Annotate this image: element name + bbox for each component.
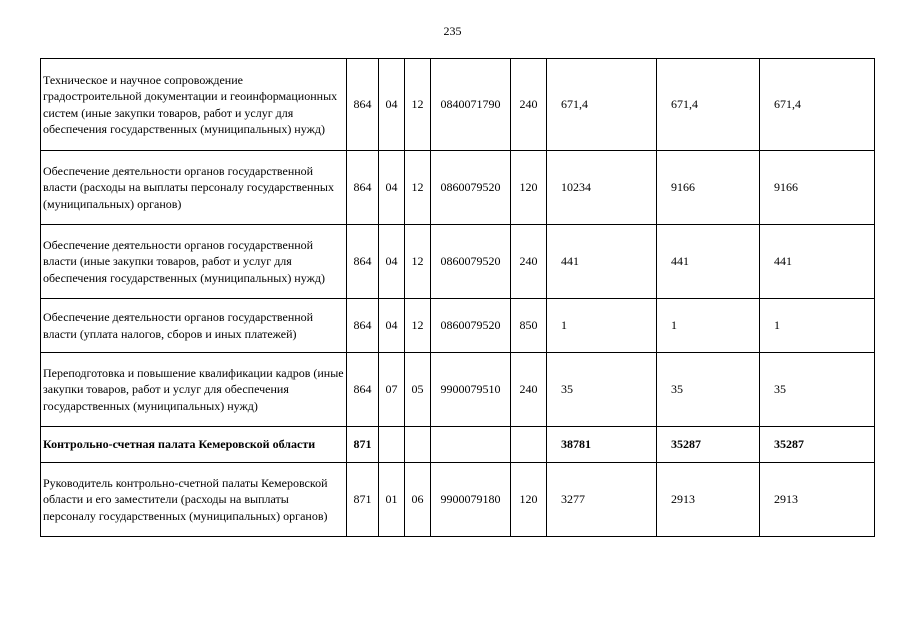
- amount-year-2: 35: [657, 353, 760, 427]
- amount-year-1: 3277: [547, 463, 657, 537]
- dept-code: 864: [347, 225, 379, 299]
- subsection-code: 12: [405, 225, 431, 299]
- amount-year-3: 35287: [760, 427, 875, 463]
- amount-year-3: 441: [760, 225, 875, 299]
- table-row: [41, 59, 875, 151]
- table-row: [41, 463, 875, 537]
- dept-code: 871: [347, 463, 379, 537]
- amount-year-1: 441: [547, 225, 657, 299]
- amount-year-3: 671,4: [760, 59, 875, 151]
- expense-type-code: 240: [511, 353, 547, 427]
- amount-year-3: 9166: [760, 151, 875, 225]
- target-article-code: 9900079510: [431, 353, 511, 427]
- subsection-code: 06: [405, 463, 431, 537]
- amount-year-2: 35287: [657, 427, 760, 463]
- target-article-code: 0860079520: [431, 225, 511, 299]
- section-code: 04: [379, 225, 405, 299]
- section-code: 04: [379, 299, 405, 353]
- target-article-code: [431, 427, 511, 463]
- table-row: [41, 225, 875, 299]
- subsection-code: 05: [405, 353, 431, 427]
- target-article-code: 9900079180: [431, 463, 511, 537]
- table-row: [41, 427, 875, 463]
- amount-year-3: 2913: [760, 463, 875, 537]
- target-article-code: 0860079520: [431, 299, 511, 353]
- amount-year-1: 38781: [547, 427, 657, 463]
- subsection-code: [405, 427, 431, 463]
- expense-type-code: [511, 427, 547, 463]
- expense-type-code: 240: [511, 225, 547, 299]
- row-description: Переподготовка и повышение квалификации кадров (иные закупки товаров, работ и услуг для обеспечения государственных (муниципальных) нужд): [41, 353, 347, 427]
- amount-year-1: 1: [547, 299, 657, 353]
- amount-year-2: 1: [657, 299, 760, 353]
- amount-year-2: 671,4: [657, 59, 760, 151]
- amount-year-2: 441: [657, 225, 760, 299]
- amount-year-2: 9166: [657, 151, 760, 225]
- row-description: Обеспечение деятельности органов государственной власти (иные закупки товаров, работ и услуг для обеспечения государственных (муниципальных) нужд): [41, 225, 347, 299]
- expense-type-code: 240: [511, 59, 547, 151]
- page-number: 235: [443, 24, 462, 38]
- amount-year-1: 35: [547, 353, 657, 427]
- subsection-code: 12: [405, 151, 431, 225]
- table-row: [41, 299, 875, 353]
- table-row: [41, 353, 875, 427]
- row-description: Техническое и научное сопровождение градостроительной документации и геоинформационных систем (иные закупки товаров, работ и услуг для обеспечения государственных (муниципальных) нужд): [41, 59, 347, 151]
- expense-type-code: 120: [511, 463, 547, 537]
- amount-year-3: 1: [760, 299, 875, 353]
- row-description: Руководитель контрольно-счетной палаты Кемеровской области и его заместители (расходы на выплаты персоналу государственных (муниципальных) органов): [41, 463, 347, 537]
- amount-year-2: 2913: [657, 463, 760, 537]
- amount-year-1: 671,4: [547, 59, 657, 151]
- section-code: 04: [379, 59, 405, 151]
- expense-type-code: 850: [511, 299, 547, 353]
- target-article-code: 0840071790: [431, 59, 511, 151]
- subsection-code: 12: [405, 59, 431, 151]
- amount-year-1: 10234: [547, 151, 657, 225]
- subsection-code: 12: [405, 299, 431, 353]
- dept-code: 864: [347, 151, 379, 225]
- section-code: [379, 427, 405, 463]
- table-row: [41, 151, 875, 225]
- amount-year-3: 35: [760, 353, 875, 427]
- target-article-code: 0860079520: [431, 151, 511, 225]
- dept-code: 864: [347, 59, 379, 151]
- expense-type-code: 120: [511, 151, 547, 225]
- section-code: 01: [379, 463, 405, 537]
- row-description: Обеспечение деятельности органов государственной власти (уплата налогов, сборов и иных платежей): [41, 299, 347, 353]
- row-description: Контрольно-счетная палата Кемеровской области: [41, 427, 347, 463]
- section-code: 04: [379, 151, 405, 225]
- dept-code: 864: [347, 299, 379, 353]
- section-code: 07: [379, 353, 405, 427]
- budget-table: [40, 58, 875, 537]
- dept-code: 871: [347, 427, 379, 463]
- dept-code: 864: [347, 353, 379, 427]
- row-description: Обеспечение деятельности органов государственной власти (расходы на выплаты персоналу государственных (муниципальных) органов): [41, 151, 347, 225]
